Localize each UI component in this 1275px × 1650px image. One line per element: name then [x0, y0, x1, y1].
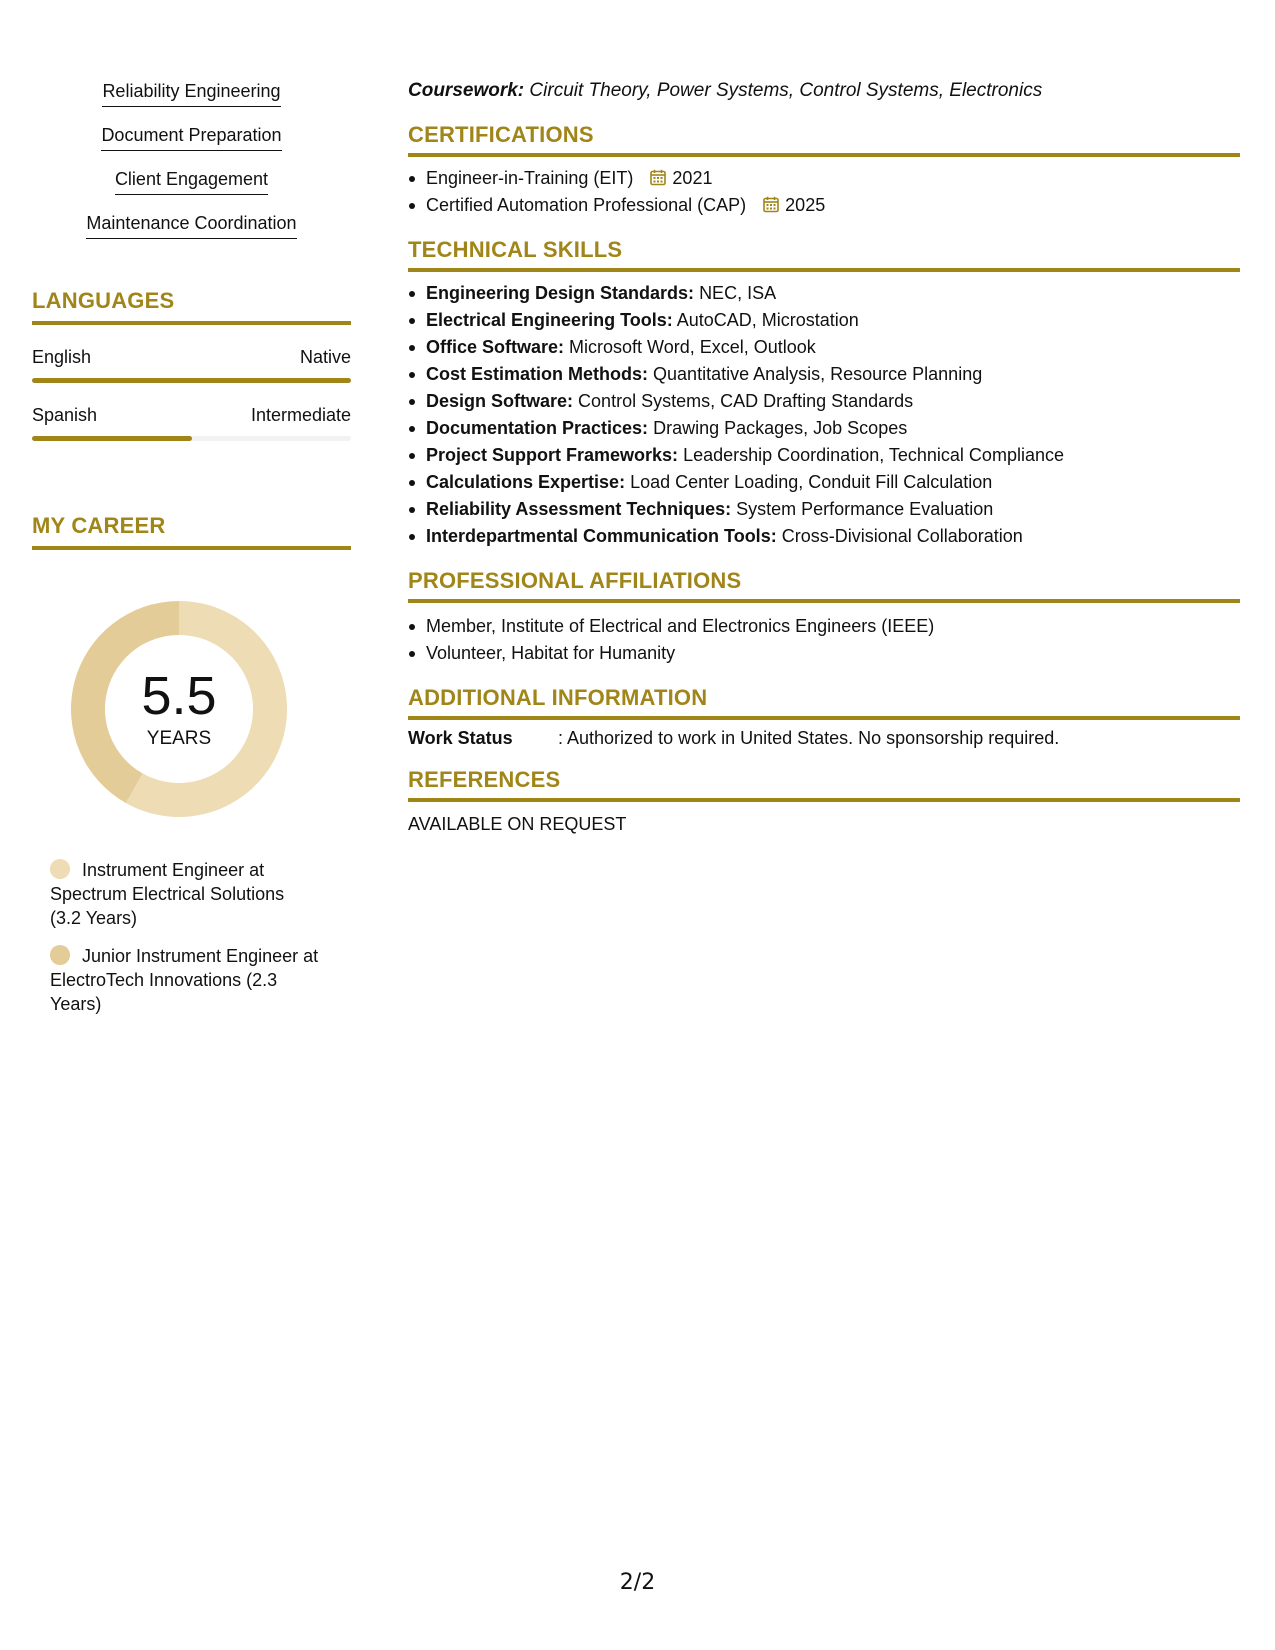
- technical-skills-list: [408, 280, 1240, 550]
- skill-category: Engineering Design Standards:: [426, 283, 695, 303]
- affiliation-item: Volunteer, Habitat for Humanity: [426, 640, 1240, 667]
- language-item: [32, 405, 351, 441]
- skill-tag: Maintenance Coordination: [86, 212, 296, 239]
- certification-item: [426, 165, 1240, 192]
- career-legend-item: [50, 944, 320, 1016]
- language-level: Native: [299, 347, 351, 367]
- affiliations-heading: PROFESSIONAL AFFILIATIONS: [408, 568, 1240, 603]
- skill-values: Load Center Loading, Conduit Fill Calculation: [630, 472, 993, 492]
- skill-category: Electrical Engineering Tools:: [426, 310, 673, 330]
- legend-dot: [50, 859, 70, 879]
- donut-center: [64, 594, 294, 824]
- language-proficiency-fill: [32, 378, 351, 383]
- skill-tag: Document Preparation: [101, 124, 281, 151]
- affiliations-section: [408, 568, 1240, 667]
- certifications-list: [408, 165, 1240, 219]
- additional-info-section: [408, 685, 1240, 749]
- legend-dot: [50, 945, 70, 965]
- skill-values: System Performance Evaluation: [736, 499, 994, 519]
- skill-tags: [32, 80, 351, 256]
- certification-name: Engineer-in-Training (EIT): [426, 168, 634, 188]
- main-content: [408, 78, 1240, 835]
- career-legend: [32, 858, 320, 1016]
- technical-skills-section: [408, 237, 1240, 550]
- technical-skill-item: [426, 415, 1240, 442]
- language-proficiency-fill: [32, 436, 192, 441]
- skill-values: Leadership Coordination, Technical Compliance: [683, 445, 1064, 465]
- certification-name: Certified Automation Professional (CAP): [426, 195, 747, 215]
- certification-year: 2025: [785, 195, 826, 215]
- calendar-icon: [763, 196, 779, 213]
- technical-skill-item: [426, 442, 1240, 469]
- skill-values: NEC, ISA: [699, 283, 777, 303]
- coursework-value: Circuit Theory, Power Systems, Control Systems, Electronics: [529, 80, 1043, 101]
- technical-skill-item: [426, 469, 1240, 496]
- legend-label: Junior Instrument Engineer at ElectroTech Innovations (2.3 Years): [50, 946, 319, 1014]
- technical-skill-item: [426, 388, 1240, 415]
- technical-skill-item: [426, 361, 1240, 388]
- affiliations-list: [408, 613, 1240, 667]
- languages-section: [32, 288, 351, 441]
- certification-year: 2021: [672, 168, 713, 188]
- skill-category: Documentation Practices:: [426, 418, 649, 438]
- certification-item: [426, 192, 1240, 219]
- skill-values: Microsoft Word, Excel, Outlook: [569, 337, 816, 357]
- skill-category: Project Support Frameworks:: [426, 445, 679, 465]
- language-name: Spanish: [32, 405, 98, 425]
- references-heading: REFERENCES: [408, 767, 1240, 802]
- skill-values: Quantitative Analysis, Resource Planning: [653, 364, 983, 384]
- technical-skill-item: [426, 307, 1240, 334]
- technical-skill-item: [426, 523, 1240, 550]
- career-heading: MY CAREER: [32, 513, 351, 550]
- certifications-heading: CERTIFICATIONS: [408, 122, 1240, 157]
- technical-skill-item: [426, 280, 1240, 307]
- work-status-row: [408, 728, 1240, 749]
- page-number: 2/2: [619, 1570, 656, 1595]
- references-section: [408, 767, 1240, 835]
- certifications-section: [408, 122, 1240, 219]
- legend-label: Instrument Engineer at Spectrum Electrical Solutions (3.2 Years): [50, 860, 285, 928]
- skill-category: Reliability Assessment Techniques:: [426, 499, 732, 519]
- language-name: English: [32, 347, 92, 367]
- career-donut-chart: [64, 594, 294, 824]
- skill-category: Cost Estimation Methods:: [426, 364, 649, 384]
- work-status-value: : Authorized to work in United States. No sponsorship required.: [558, 728, 1060, 748]
- references-text: AVAILABLE ON REQUEST: [408, 814, 627, 834]
- technical-skills-heading: TECHNICAL SKILLS: [408, 237, 1240, 272]
- technical-skill-item: [426, 496, 1240, 523]
- career-legend-item: [50, 858, 320, 930]
- skill-category: Calculations Expertise:: [426, 472, 626, 492]
- coursework-line: [408, 78, 1240, 104]
- technical-skill-item: [426, 334, 1240, 361]
- languages-heading: LANGUAGES: [32, 288, 351, 325]
- affiliation-item: Member, Institute of Electrical and Electronics Engineers (IEEE): [426, 613, 1240, 640]
- skill-category: Office Software:: [426, 337, 565, 357]
- skill-values: Control Systems, CAD Drafting Standards: [578, 391, 914, 411]
- skill-category: Design Software:: [426, 391, 574, 411]
- language-level: Intermediate: [250, 405, 351, 425]
- additional-info-heading: ADDITIONAL INFORMATION: [408, 685, 1240, 720]
- coursework-label: Coursework:: [408, 80, 525, 101]
- language-proficiency-bar: [32, 436, 351, 441]
- career-section: [32, 513, 351, 1016]
- skill-tag: Reliability Engineering: [102, 80, 280, 107]
- sidebar: [32, 80, 351, 1030]
- work-status-label: Work Status: [408, 728, 513, 748]
- career-total-unit: YEARS: [146, 728, 212, 749]
- skill-tag: Client Engagement: [115, 168, 268, 195]
- career-total-years: 5.5: [141, 666, 217, 726]
- language-proficiency-bar: [32, 378, 351, 383]
- language-item: [32, 347, 351, 383]
- skill-category: Interdepartmental Communication Tools:: [426, 526, 777, 546]
- skill-values: AutoCAD, Microstation: [676, 310, 859, 330]
- skill-values: Drawing Packages, Job Scopes: [653, 418, 908, 438]
- skill-values: Cross-Divisional Collaboration: [781, 526, 1023, 546]
- calendar-icon: [650, 169, 666, 186]
